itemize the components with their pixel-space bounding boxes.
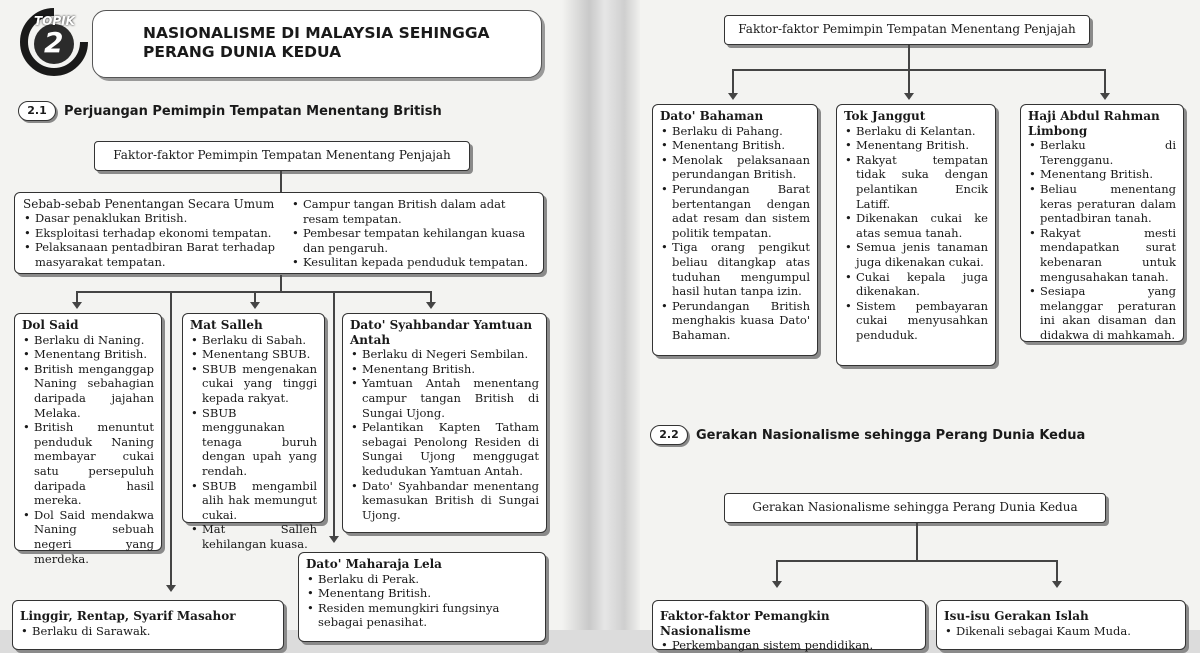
list-item: • Menentang British. — [844, 138, 988, 153]
leader-box-bahaman — [652, 104, 818, 356]
list-item: • Berlaku di Naning. — [22, 333, 154, 348]
list-item: • Rakyat tempatan tidak suka dengan pelantikan Encik Latiff. — [844, 153, 988, 211]
section-number-2-2: 2.2 — [650, 425, 688, 445]
topic-title-box — [92, 10, 542, 78]
general-causes-heading: Sebab-sebab Penentangan Secara Umum — [23, 197, 275, 211]
diagram-title-left: Faktor-faktor Pemimpin Tempatan Menentang Penjajah — [94, 141, 470, 171]
topic-title-line2: PERANG DUNIA KEDUA — [143, 43, 342, 61]
list-item: • Menolak pelaksanaan perundangan British. — [660, 153, 810, 182]
arrow-icon — [1052, 581, 1062, 588]
list-item: • Dol Said mendakwa Naning sebuah negeri yang merdeka. — [22, 508, 154, 566]
leader-points — [22, 333, 154, 567]
list-item: • Pelaksanaan pentadbiran Barat terhadap masyarakat tempatan. — [23, 240, 278, 269]
nationalism-factors-box — [652, 600, 926, 653]
arrow-icon — [728, 93, 738, 100]
topik-label: TOPIK — [34, 14, 75, 28]
list-item: • Menentang British. — [1028, 167, 1176, 182]
list-item: • Cukai kepala juga dikenakan. — [844, 270, 988, 299]
topik-badge — [14, 6, 94, 76]
leader-points — [660, 124, 810, 343]
list-item: • Perkembangan sistem pendidikan. — [660, 638, 918, 653]
list-item: • Menentang British. — [660, 138, 810, 153]
leader-name: Dato' Bahaman — [660, 109, 764, 123]
list-item: • Menentang SBUB. — [190, 347, 317, 362]
leader-name: Dato' Syahbandar Yamtuan Antah — [350, 318, 533, 347]
connector — [732, 69, 734, 94]
leader-name: Dol Said — [22, 318, 79, 332]
list-item: • Dikenali sebagai Kaum Muda. — [944, 624, 1178, 639]
arrow-icon — [772, 581, 782, 588]
leader-box-abdul-rahman-limbong — [1020, 104, 1184, 342]
arrow-icon — [329, 536, 339, 543]
list-item: • Berlaku di Terengganu. — [1028, 138, 1176, 167]
list-item: • Berlaku di Sarawak. — [20, 624, 276, 639]
box-heading: Isu-isu Gerakan Islah — [944, 609, 1089, 623]
arrow-icon — [166, 585, 176, 592]
list-item: • SBUB mengenakan cukai yang tinggi kepada rakyat. — [190, 362, 317, 406]
section-title-2-2: Gerakan Nasionalisme sehingga Perang Dunia Kedua — [696, 428, 1086, 443]
list-item: • Perundangan Barat bertentangan dengan adat resam dan sistem politik tempatan. — [660, 182, 810, 240]
leader-points — [350, 347, 539, 522]
connector — [908, 69, 910, 94]
list-item: • SBUB menggunakan tenaga buruh dengan upah yang rendah. — [190, 406, 317, 479]
connector — [916, 523, 918, 561]
list-item: • Dasar penaklukan British. — [23, 211, 278, 226]
list-item: • Berlaku di Negeri Sembilan. — [350, 347, 539, 362]
list-item: • Berlaku di Sabah. — [190, 333, 317, 348]
diagram-title-2-2: Gerakan Nasionalisme sehingga Perang Dunia Kedua — [724, 493, 1106, 523]
list-item: • British menganggap Naning sebahagian daripada jajahan Melaka. — [22, 362, 154, 420]
list-item: • Sistem pembayaran cukai menyusahkan penduduk. — [844, 299, 988, 343]
list-item: • Menentang British. — [306, 586, 538, 601]
general-causes-right-list — [291, 197, 539, 270]
list-item: • SBUB mengambil alih hak memungut cukai. — [190, 479, 317, 523]
box-points — [660, 638, 918, 653]
leader-points — [306, 572, 538, 630]
list-item: • Mat Salleh kehilangan kuasa. — [190, 522, 317, 551]
list-item: • Sesiapa yang melanggar peraturan ini akan disaman dan didakwa di mahkamah. — [1028, 284, 1176, 342]
list-item: • Menentang British. — [350, 362, 539, 377]
list-item: • Dikenakan cukai ke atas semua tanah. — [844, 211, 988, 240]
connector — [776, 560, 778, 582]
list-item: • Semua jenis tanaman juga dikenakan cukai. — [844, 240, 988, 269]
leader-points — [20, 624, 276, 639]
leader-box-dol-said — [14, 313, 162, 566]
leader-name: Dato' Maharaja Lela — [306, 557, 442, 571]
arrow-icon — [250, 302, 260, 309]
leader-box-maharaja-lela — [298, 552, 546, 642]
box-heading: Faktor-faktor Pemangkin Nasionalisme — [660, 609, 830, 638]
leader-points — [190, 333, 317, 552]
topic-title-line1: NASIONALISME DI MALAYSIA SEHINGGA — [143, 24, 490, 42]
islah-issues-box — [936, 600, 1186, 650]
general-causes-left-list — [23, 211, 278, 269]
box-points — [944, 624, 1178, 639]
list-item: • Pembesar tempatan kehilangan kuasa dan pengaruh. — [291, 226, 539, 255]
leader-box-linggir — [12, 600, 284, 650]
list-item: • Tiga orang pengikut beliau ditangkap atas tuduhan mengumpul hasil hutan tanpa izin. — [660, 240, 810, 298]
connector — [776, 560, 1058, 562]
list-item: • Berlaku di Pahang. — [660, 124, 810, 139]
topik-number: 2 — [44, 26, 64, 59]
diagram-title-right: Faktor-faktor Pemimpin Tempatan Menentang Penjajah — [724, 15, 1090, 45]
leader-name: Tok Janggut — [844, 109, 926, 123]
connector — [170, 291, 172, 586]
leader-points — [844, 124, 988, 343]
list-item: • Residen memungkiri fungsinya sebagai penasihat. — [306, 601, 538, 630]
list-item: • Rakyat mesti mendapatkan surat kebenaran untuk mengusahakan tanah. — [1028, 226, 1176, 284]
list-item: • Beliau menentang keras peraturan dalam pentadbiran tanah. — [1028, 182, 1176, 226]
list-item: • Campur tangan British dalam adat resam tempatan. — [291, 197, 539, 226]
section-title-2-1: Perjuangan Pemimpin Tempatan Menentang British — [64, 104, 442, 119]
list-item: • Kesulitan kepada penduduk tempatan. — [291, 255, 539, 270]
leader-box-yamtuan-antah — [342, 313, 547, 533]
connector — [1104, 69, 1106, 94]
arrow-icon — [72, 302, 82, 309]
connector — [908, 45, 910, 70]
list-item: • Berlaku di Perak. — [306, 572, 538, 587]
arrow-icon — [904, 93, 914, 100]
arrow-icon — [1100, 93, 1110, 100]
connector — [1056, 560, 1058, 582]
list-item: • Dato' Syahbandar menentang kemasukan British di Sungai Ujong. — [350, 479, 539, 523]
left-page — [0, 0, 562, 638]
general-causes-box — [14, 192, 544, 274]
list-item: • Menentang British. — [22, 347, 154, 362]
list-item: • British menuntut penduduk Naning membayar cukai satu persepuluh daripada hasil mereka. — [22, 420, 154, 508]
list-item: • Pelantikan Kapten Tatham sebagai Penolong Residen di Sungai Ujong menggugat kedudukan Yamtuan Antah. — [350, 420, 539, 478]
list-item: • Eksploitasi terhadap ekonomi tempatan. — [23, 226, 278, 241]
connector — [280, 275, 282, 292]
leader-box-tok-janggut — [836, 104, 996, 366]
connector — [333, 291, 335, 537]
list-item: • Perundangan British menghakis kuasa Dato' Bahaman. — [660, 299, 810, 343]
leader-box-mat-salleh — [182, 313, 325, 551]
leader-name: Haji Abdul Rahman Limbong — [1028, 109, 1160, 138]
connector — [280, 171, 282, 193]
section-number-2-1: 2.1 — [18, 101, 56, 121]
book-gutter — [562, 0, 640, 630]
arrow-icon — [426, 302, 436, 309]
leader-points — [1028, 138, 1176, 342]
list-item: • Berlaku di Kelantan. — [844, 124, 988, 139]
leader-name: Mat Salleh — [190, 318, 263, 332]
leader-name: Linggir, Rentap, Syarif Masahor — [20, 609, 236, 623]
right-page — [640, 0, 1200, 653]
connector — [732, 69, 1106, 71]
list-item: • Yamtuan Antah menentang campur tangan British di Sungai Ujong. — [350, 376, 539, 420]
